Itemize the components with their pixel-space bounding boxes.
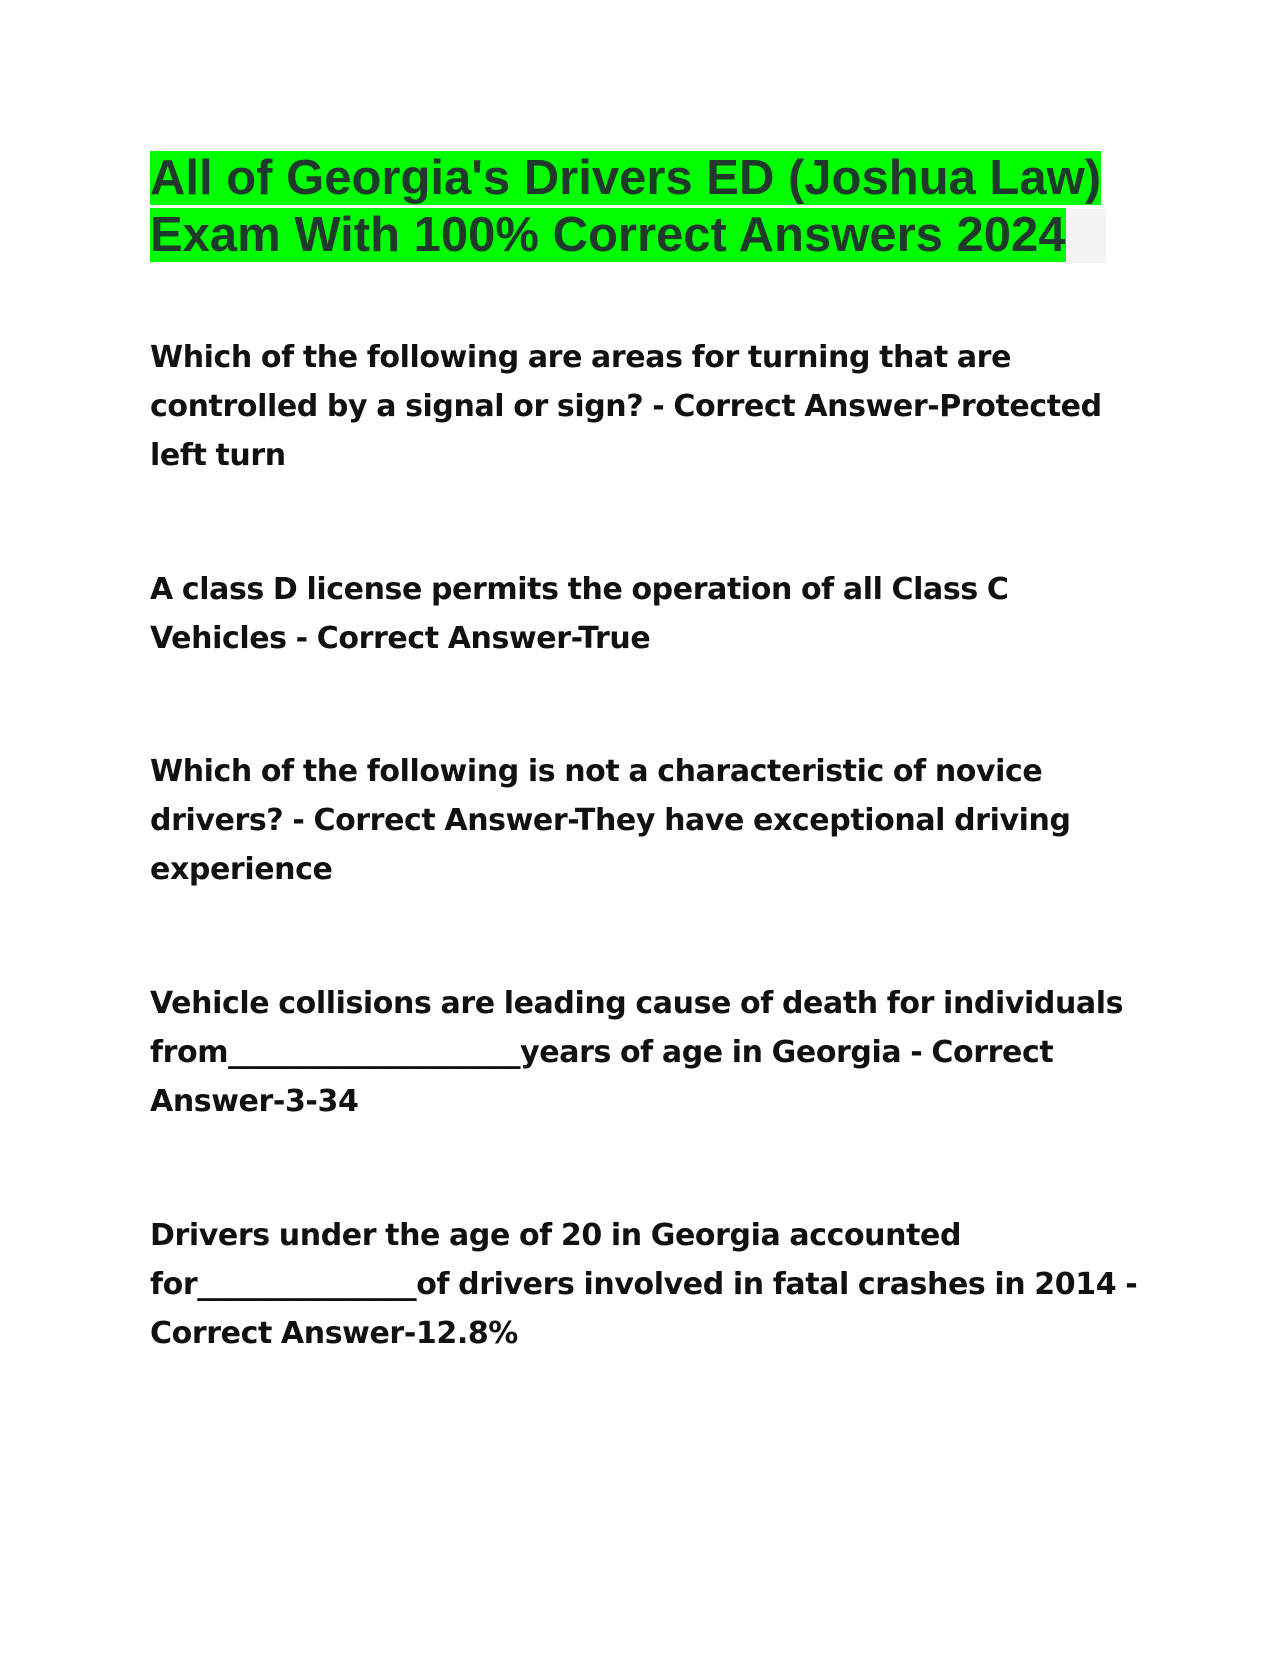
answer-separator: - [1116,1267,1138,1302]
answer-separator: - [286,621,317,656]
answer-text: Correct Answer-True [316,621,651,656]
answer-separator: - [643,389,674,424]
title-text: All of Georgia's Drivers ED (Joshua Law) Exam With 100% Correct Answers 2024 [150,151,1102,262]
qa-item [150,565,1140,663]
highlight-gap [1066,209,1106,263]
answer-text: Correct Answer-12.8% [150,1316,518,1351]
qa-paragraph [150,565,1140,663]
answer-text: Correct Answer-Protected left turn [150,389,1102,473]
question-text: A class D license permits the operation of all Class C Vehicles [150,572,1009,656]
qa-item [150,747,1140,894]
qa-item [150,333,1140,480]
qa-paragraph [150,979,1140,1126]
question-text: Which of the following are areas for turning that are controlled by a signal or sign? [150,340,1012,424]
qa-paragraph [150,333,1140,480]
qa-item [150,1211,1140,1358]
qa-item [150,979,1140,1126]
question-text: Vehicle collisions are leading cause of death for individuals from____________________years of age in Georgia [150,986,1124,1070]
answer-text: Correct Answer-They have exceptional driving experience [150,803,1071,887]
qa-paragraph [150,1211,1140,1358]
question-text: Which of the following is not a characteristic of novice drivers? [150,754,1043,838]
answer-separator: - [901,1035,932,1070]
document-title [150,150,1135,264]
answer-text: Correct Answer-3-34 [150,1035,1054,1119]
question-text: Drivers under the age of 20 in Georgia accounted for_______________of drivers involved in fatal crashes in 2014 [150,1218,1117,1302]
qa-paragraph [150,747,1140,894]
answer-separator: - [283,803,314,838]
